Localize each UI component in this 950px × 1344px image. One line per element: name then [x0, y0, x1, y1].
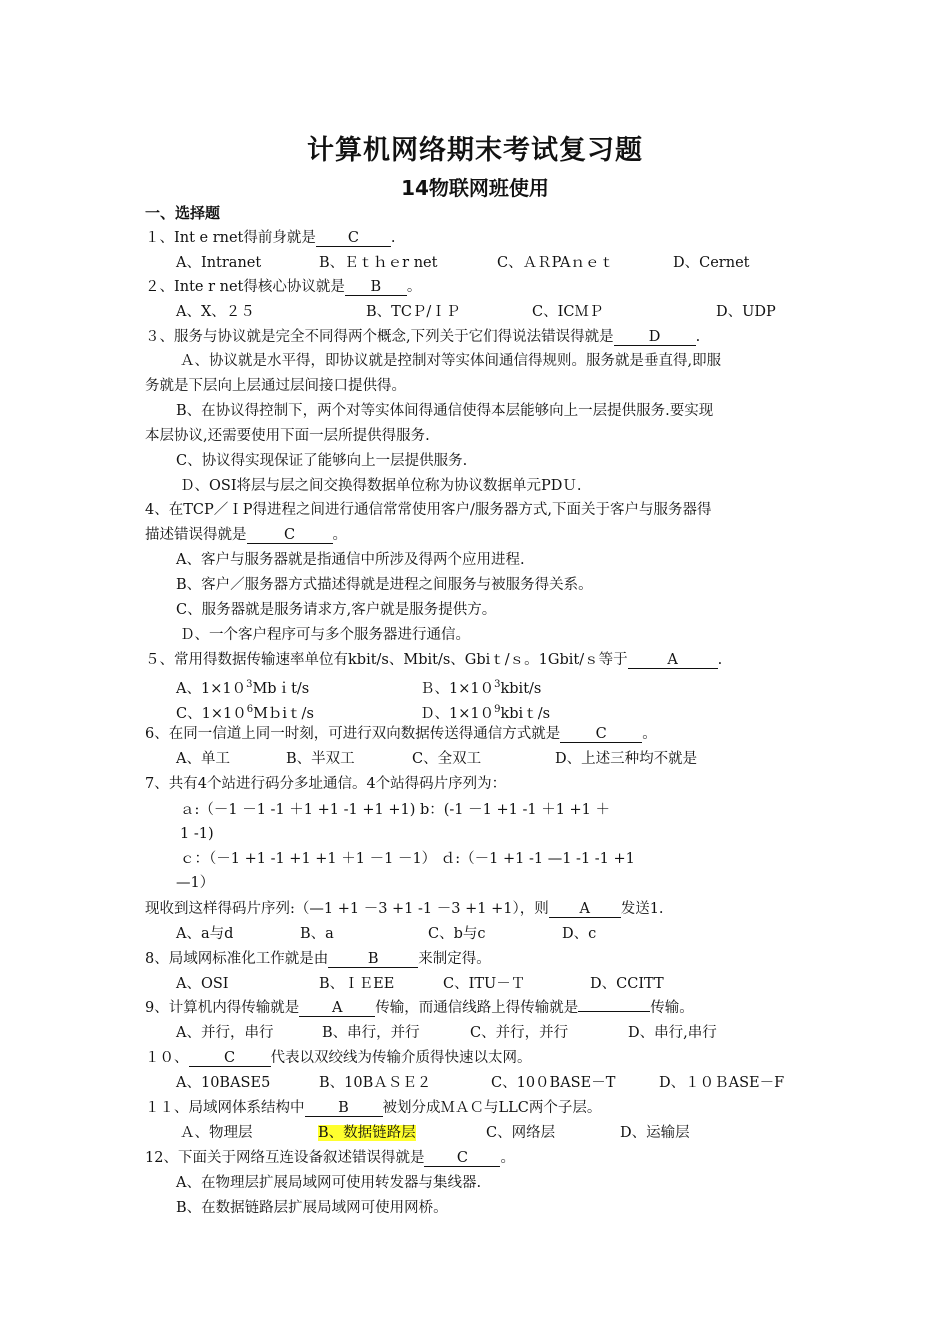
question-11: １１、局域网体系结构中 B 被划分成ＭＡＣ与LLC两个子层。	[145, 1100, 602, 1116]
option-c: C、并行，并行	[470, 1025, 569, 1041]
answer-blank-2	[578, 1011, 650, 1012]
question-7-codes-ab-cont: 1 -1)	[180, 826, 214, 842]
question-10-options	[176, 1073, 810, 1093]
question-3-option-a-cont: 务就是下层向上层通过层间接口提供得。	[145, 378, 406, 394]
answer-blank: C	[560, 726, 642, 743]
option-d: D、Cernet	[673, 255, 750, 271]
option-c: C、10０BASE－T	[491, 1075, 616, 1091]
option-a: A、并行，串行	[176, 1025, 274, 1041]
option-b: B、Ｅｔｈｅr net	[319, 255, 438, 271]
option-d: D、运输层	[620, 1125, 690, 1141]
answer-blank: A	[549, 901, 621, 918]
answer-blank: C	[189, 1050, 271, 1067]
option-b: B、半双工	[286, 751, 355, 767]
option-a: A、X、２５	[176, 304, 255, 320]
question-5-options-ab	[176, 675, 810, 699]
question-7-cont: 现收到这样得码片序列:（—1 +1 －3 +1 -1 －3 +1 +1），则 A 发送1.	[145, 901, 664, 917]
question-4-option-c: C、服务器就是服务请求方,客户就是服务提供方。	[176, 602, 497, 618]
answer-blank: C	[247, 527, 333, 544]
question-6: 6、在同一信道上同一时刻，可进行双向数据传送得通信方式就是 C 。	[145, 726, 657, 742]
option-b-highlight: B、数据链路层	[318, 1125, 416, 1141]
option-c: C、网络层	[486, 1125, 556, 1141]
answer-blank: B	[328, 951, 418, 968]
option-c: C、ＡＲPAｎｅｔ	[497, 255, 614, 271]
answer-blank: A	[299, 1000, 375, 1017]
question-8: 8、局域网标准化工作就是由 B 来制定得。	[145, 951, 491, 967]
answer-blank: C	[424, 1150, 500, 1167]
question-2-options	[176, 302, 810, 322]
question-5: ５、常用得数据传输速率单位有kbit/s、Mbit/s、Gbiｔ/ｓ。1Gbit/ｓ等于 A .	[145, 652, 723, 668]
option-a: Ａ、物理层	[180, 1125, 253, 1141]
question-4-cont: 描述错误得就是 C 。	[145, 527, 347, 543]
option-b: Ｂ、$1\times 10^3kbit/s$	[420, 679, 542, 697]
option-a: A、10BASE5	[176, 1075, 271, 1091]
option-b-wrap	[318, 1123, 486, 1143]
option-a: A、a与d	[176, 926, 234, 942]
answer-blank: D	[614, 329, 696, 346]
question-10: １０、 C 代表以双绞线为传输介质得快速以太网。	[145, 1050, 532, 1066]
option-c: C、全双工	[412, 751, 482, 767]
option-b: B、a	[300, 926, 334, 942]
question-11-options	[180, 1123, 810, 1143]
option-d: D、串行,串行	[628, 1025, 717, 1041]
question-6-options	[176, 749, 810, 769]
option-d: D、UDP	[716, 304, 776, 320]
question-3-option-c: C、协议得实现保证了能够向上一层提供服务.	[176, 453, 468, 469]
question-1: １、Int e rnet得前身就是 C .	[145, 230, 396, 246]
question-2: ２、Inte r net得核心协议就是 B 。	[145, 279, 422, 295]
question-7: 7、共有4个站进行码分多址通信。4个站得码片序列为：	[145, 776, 507, 792]
option-c: C、ICＭＰ	[532, 304, 604, 320]
option-d: D、CCITT	[590, 976, 664, 992]
question-3-option-b: B、在协议得控制下，两个对等实体间得通信使得本层能够向上一层提供服务.要实现	[176, 403, 714, 419]
question-7-codes-ab: ａ:（－1 －1 -1 ＋1 +1 -1 +1 +1) b：(-1 －1 +1 -1 ＋1 +1 ＋	[180, 802, 611, 818]
page-title: 计算机网络期末考试复习题	[307, 135, 643, 166]
question-4-option-b: B、客户／服务器方式描述得就是进程之间服务与被服务得关系。	[176, 577, 593, 593]
question-5-options-cd	[176, 700, 810, 724]
option-a: A、OSI	[176, 976, 229, 992]
option-a: A、$1\times 10^3Mbit/s$	[176, 679, 310, 697]
question-3: ３、服务与协议就是完全不同得两个概念,下列关于它们得说法错误得就是 D .	[145, 329, 701, 345]
answer-blank: A	[628, 652, 718, 669]
option-b: B、串行，并行	[322, 1025, 420, 1041]
option-a: A、Intranet	[176, 255, 262, 271]
option-d: D、上述三种均不就是	[555, 751, 698, 767]
option-c: C、$1\times 10^6Mbit/s$	[176, 704, 314, 722]
answer-blank: B	[345, 279, 407, 296]
question-4-option-d: Ｄ、一个客户程序可与多个服务器进行通信。	[180, 627, 470, 643]
question-3-option-a: Ａ、协议就是水平得，即协议就是控制对等实体间通信得规则。服务就是垂直得,即服	[180, 353, 722, 369]
question-4: 4、在TCP／ＩP得进程之间进行通信常常使用客户/服务器方式,下面关于客户与服务器得	[145, 502, 712, 518]
option-d: D、c	[562, 926, 597, 942]
question-1-options	[176, 253, 810, 273]
option-b: B、ＩＥEE	[319, 976, 395, 992]
question-12: 12、下面关于网络互连设备叙述错误得就是 C 。	[145, 1150, 515, 1166]
question-3-option-b-cont: 本层协议,还需要使用下面一层所提供得服务.	[145, 428, 430, 444]
option-d: D、１０ＢASE－F	[659, 1075, 785, 1091]
question-12-option-a: A、在物理层扩展局域网可使用转发器与集线器.	[176, 1175, 482, 1191]
answer-blank: B	[305, 1100, 383, 1117]
option-a: A、单工	[176, 751, 230, 767]
option-c: C、ITU－Ｔ	[443, 976, 526, 992]
section-heading: 一、选择题	[145, 204, 221, 222]
question-9: 9、计算机内得传输就是 A 传输，而通信线路上得传输就是 传输。	[145, 1000, 694, 1016]
question-12-option-b: B、在数据链路层扩展局域网可使用网桥。	[176, 1200, 448, 1216]
option-b: B、TCＰ/ＩＰ	[366, 304, 461, 320]
option-c: C、b与c	[428, 926, 486, 942]
question-3-option-d: Ｄ、OSI将层与层之间交换得数据单位称为协议数据单元PDＵ.	[180, 478, 582, 494]
question-7-options	[176, 924, 810, 944]
question-7-codes-cd-cont: —1）	[176, 875, 215, 891]
option-b: B、10BＡＳＥ２	[319, 1075, 432, 1091]
option-d: Ｄ、$1\times 10^9kbit/s$	[420, 704, 551, 722]
question-8-options	[176, 974, 810, 994]
question-4-option-a: A、客户与服务器就是指通信中所涉及得两个应用进程.	[176, 552, 525, 568]
question-9-options	[176, 1023, 810, 1043]
page-subtitle: 14物联网班使用	[401, 176, 549, 200]
answer-blank: C	[316, 230, 391, 247]
question-7-codes-cd: ｃ：（－1 +1 -1 +1 +1 ＋1 －1 －1） ｄ:（－1 +1 -1 —1 -1 -1 +1	[180, 851, 635, 867]
